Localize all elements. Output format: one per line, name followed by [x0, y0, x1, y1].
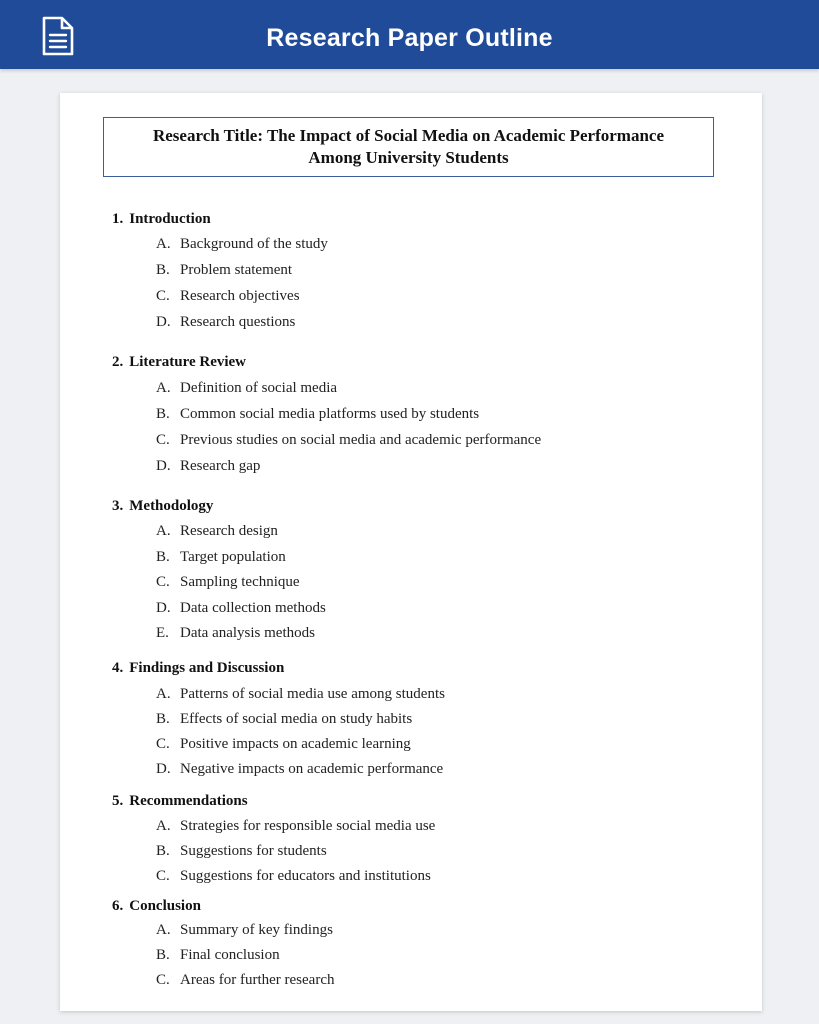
outline-item: [156, 574, 300, 591]
item-letter: D.: [156, 761, 171, 777]
item-text: Definition of social media: [180, 380, 338, 396]
item-text: Final conclusion: [180, 947, 280, 963]
item-letter: D.: [156, 314, 171, 330]
outline-item: [156, 600, 326, 617]
outline-item: [156, 406, 479, 423]
item-letter: D.: [156, 599, 171, 616]
item-text: Research design: [180, 523, 278, 539]
outline-item: [156, 947, 280, 964]
item-text: Patterns of social media use among students: [180, 686, 445, 702]
item-letter: C.: [156, 972, 170, 988]
section-title: Recommendations: [129, 793, 248, 809]
item-text: Background of the study: [180, 236, 328, 252]
section-number: 4.: [112, 660, 124, 676]
section-title: Methodology: [129, 498, 214, 514]
outline-item: [156, 972, 335, 989]
item-text: Areas for further research: [180, 972, 335, 988]
item-letter: A.: [156, 523, 171, 539]
item-text: Research gap: [180, 458, 261, 474]
item-letter: A.: [156, 380, 171, 396]
section-number: 5.: [112, 793, 124, 809]
item-text: Problem statement: [180, 262, 293, 278]
section-number: 1.: [112, 211, 124, 227]
research-title-line-1: Research Title: The Impact of Social Media on Academic Performance: [152, 126, 664, 145]
outline-item: [156, 314, 295, 331]
item-text: Effects of social media on study habits: [180, 711, 413, 727]
item-letter: A.: [156, 686, 171, 702]
item-text: Negative impacts on academic performance: [180, 761, 444, 777]
item-letter: D.: [156, 458, 171, 474]
section-title: Introduction: [129, 211, 211, 227]
item-letter: B.: [156, 711, 170, 727]
research-title-line-2: Among University Students: [308, 148, 509, 167]
item-letter: C.: [156, 736, 170, 752]
outline-item: [156, 432, 541, 449]
item-text: Suggestions for educators and institutions: [180, 868, 431, 884]
item-text: Summary of key findings: [180, 922, 333, 938]
outline-item: [156, 523, 278, 540]
outline-item: [156, 818, 435, 835]
section-title: Literature Review: [129, 354, 247, 370]
item-text: Data analysis methods: [180, 625, 315, 641]
item-letter: A.: [156, 922, 171, 938]
item-letter: C.: [156, 868, 170, 884]
item-letter: C.: [156, 574, 170, 590]
section-number: 6.: [112, 898, 124, 914]
item-text: Positive impacts on academic learning: [180, 736, 411, 752]
item-letter: B.: [156, 406, 170, 422]
item-text: Target population: [180, 548, 286, 565]
item-letter: C.: [156, 432, 170, 448]
section-heading: [112, 660, 284, 677]
section-title: Findings and Discussion: [129, 660, 285, 676]
research-title-box: [103, 117, 714, 177]
outline-item: [156, 262, 292, 279]
item-letter: B.: [156, 262, 170, 278]
item-letter: B.: [156, 947, 170, 963]
app-header: [0, 0, 819, 69]
outline-item: [156, 458, 260, 475]
outline-item: [156, 549, 286, 566]
document-page: [60, 93, 762, 1011]
outline-item: [156, 922, 333, 939]
outline-item: [156, 843, 327, 860]
header-title: Research Paper Outline: [266, 24, 553, 52]
item-text: Strategies for responsible social media use: [180, 818, 436, 834]
outline-item: [156, 380, 337, 397]
section-heading: [112, 354, 246, 371]
outline-item: [156, 686, 445, 703]
section-heading: [112, 498, 213, 515]
section-number: 3.: [112, 498, 124, 514]
item-text: Sampling technique: [180, 574, 300, 590]
section-heading: [112, 793, 248, 810]
section-number: 2.: [112, 354, 124, 370]
outline-item: [156, 868, 431, 885]
item-text: Data collection methods: [180, 599, 326, 616]
item-text: Research questions: [180, 314, 296, 330]
section-heading: [112, 898, 201, 915]
item-letter: A.: [156, 818, 171, 834]
outline-item: [156, 236, 328, 253]
item-letter: B.: [156, 548, 170, 565]
item-text: Research objectives: [180, 288, 300, 304]
item-letter: B.: [156, 843, 170, 859]
item-letter: A.: [156, 236, 171, 252]
outline-item: [156, 711, 412, 728]
section-heading: [112, 211, 211, 228]
item-letter: C.: [156, 288, 170, 304]
item-text: Suggestions for students: [180, 843, 327, 859]
outline-item: [156, 288, 300, 305]
section-title: Conclusion: [129, 898, 201, 914]
outline-item: [156, 761, 443, 778]
outline-item: [156, 625, 315, 642]
item-text: Previous studies on social media and academic performance: [180, 432, 542, 448]
item-letter: E.: [156, 625, 169, 641]
outline-item: [156, 736, 411, 753]
item-text: Common social media platforms used by students: [180, 406, 480, 422]
